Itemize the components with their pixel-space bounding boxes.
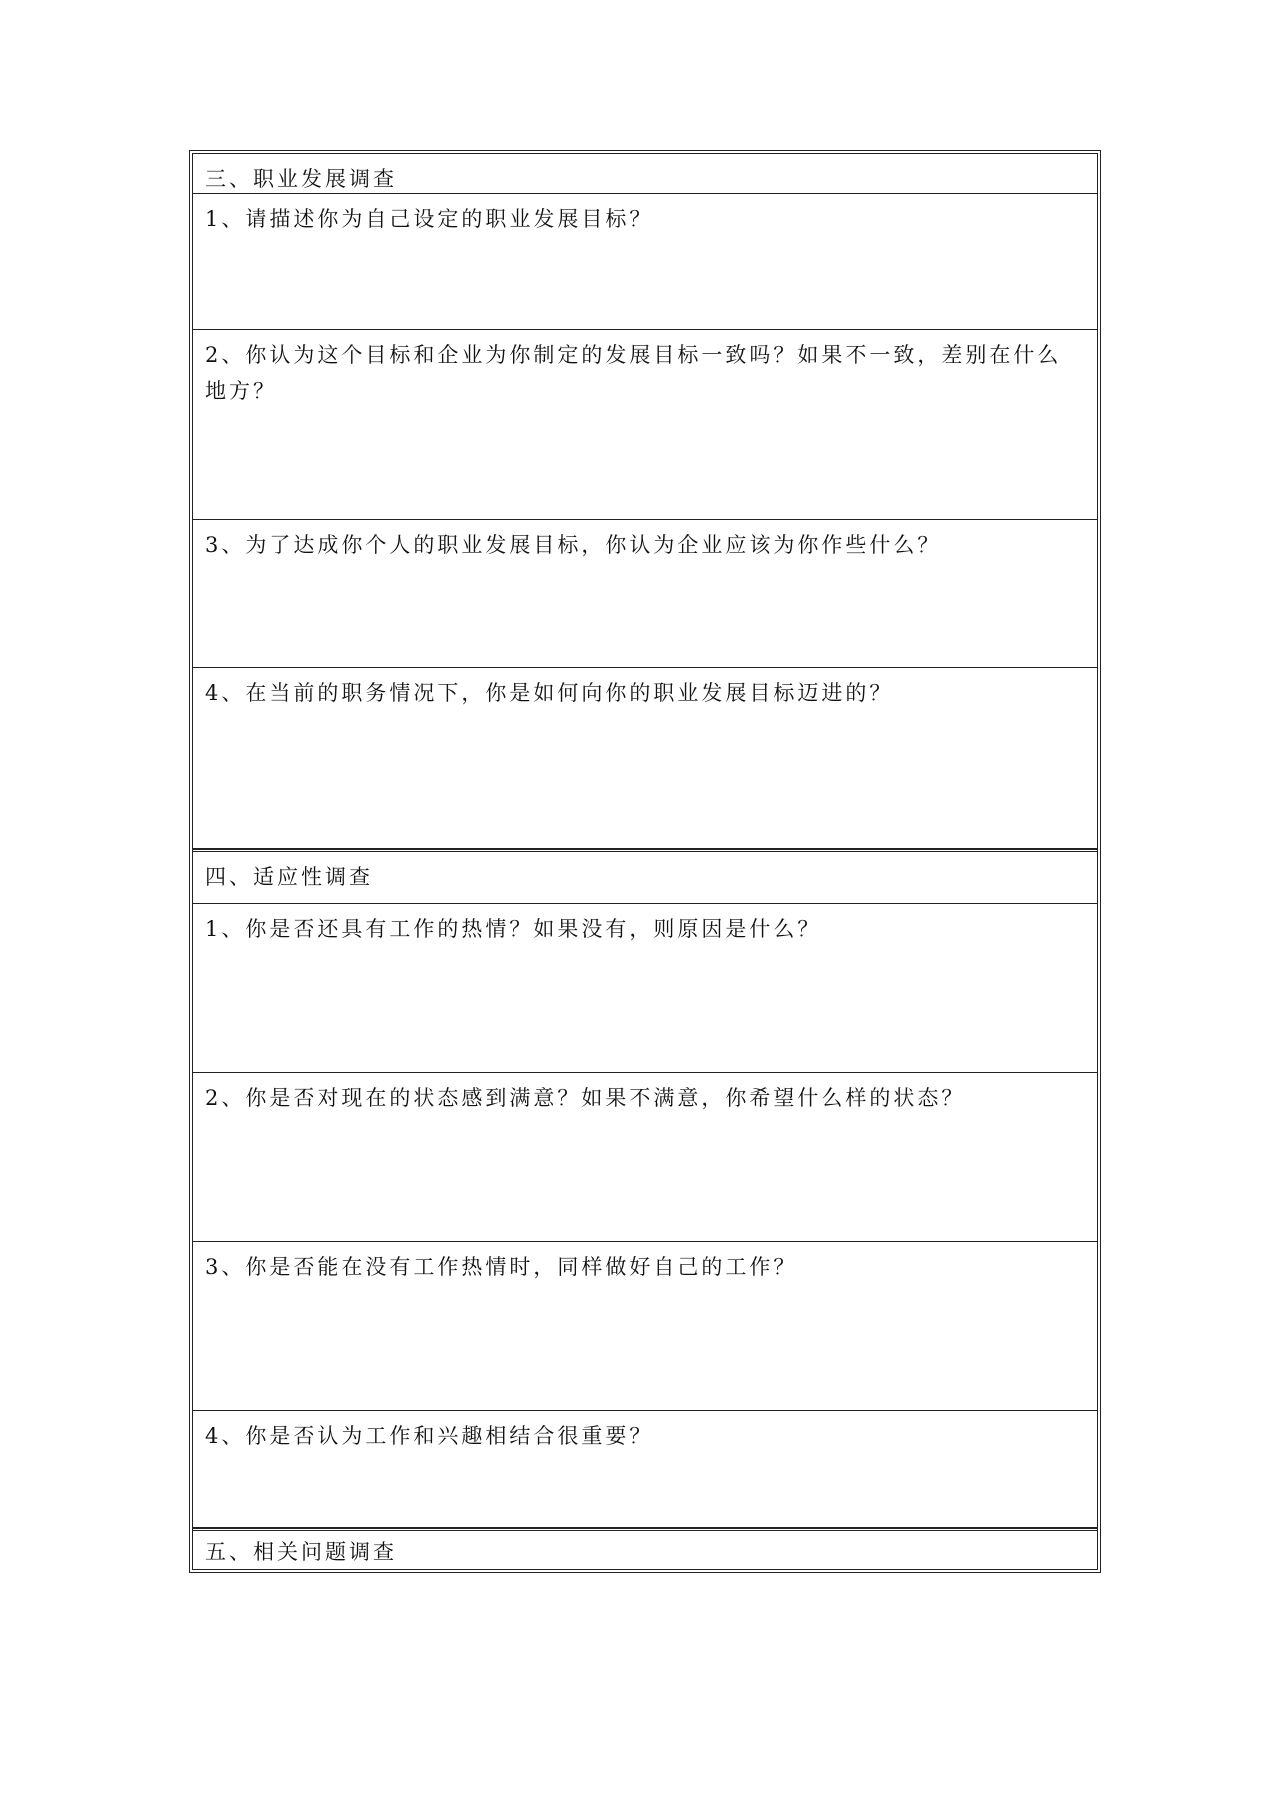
question-career-4[interactable]: 4、在当前的职务情况下，你是如何向你的职业发展目标迈进的？ xyxy=(193,668,1097,849)
question-adaptability-2[interactable]: 2、你是否对现在的状态感到满意？如果不满意，你希望什么样的状态？ xyxy=(193,1073,1097,1242)
section-heading-adaptability: 四、适应性调查 xyxy=(193,849,1097,904)
question-adaptability-1[interactable]: 1、你是否还具有工作的热情？如果没有，则原因是什么？ xyxy=(193,904,1097,1073)
survey-table-inner xyxy=(192,153,1098,1570)
question-career-2[interactable]: 2、你认为这个目标和企业为你制定的发展目标一致吗？如果不一致，差别在什么地方？ xyxy=(193,330,1097,520)
section-heading-related: 五、相关问题调查 xyxy=(193,1528,1097,1569)
question-adaptability-4[interactable]: 4、你是否认为工作和兴趣相结合很重要？ xyxy=(193,1411,1097,1528)
survey-table xyxy=(189,150,1101,1573)
question-career-3[interactable]: 3、为了达成你个人的职业发展目标，你认为企业应该为你作些什么？ xyxy=(193,520,1097,668)
question-adaptability-3[interactable]: 3、你是否能在没有工作热情时，同样做好自己的工作？ xyxy=(193,1242,1097,1411)
section-heading-career: 三、职业发展调查 xyxy=(193,154,1097,194)
question-career-1[interactable]: 1、请描述你为自己设定的职业发展目标？ xyxy=(193,194,1097,330)
